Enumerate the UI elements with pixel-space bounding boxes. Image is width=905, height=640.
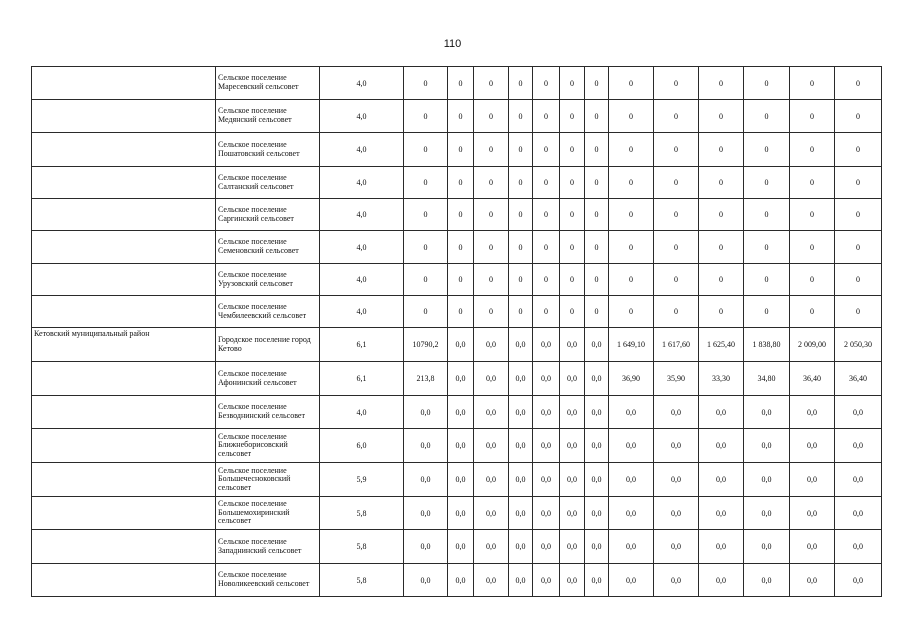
value-cell: 0,0: [585, 463, 609, 497]
value-cell: 0,0: [474, 328, 509, 362]
value-cell: 0,0: [609, 396, 654, 429]
value-cell: 0: [609, 67, 654, 100]
value-cell: 0: [585, 67, 609, 100]
value-cell: 0,0: [474, 396, 509, 429]
value-cell: 0,0: [560, 530, 585, 564]
value-cell: 0,0: [404, 530, 448, 564]
value-cell: 0: [474, 133, 509, 167]
value-cell: 0,0: [609, 530, 654, 564]
value-cell: 0,0: [835, 530, 882, 564]
value-cell: 0: [474, 296, 509, 328]
value-cell: 0,0: [654, 497, 699, 530]
value-cell: 0,0: [533, 429, 560, 463]
value-cell: 0: [790, 264, 835, 296]
value-cell: 4,0: [320, 231, 404, 264]
value-cell: 0: [654, 67, 699, 100]
value-cell: 33,30: [699, 362, 744, 396]
value-cell: 0,0: [744, 497, 790, 530]
value-cell: 0,0: [533, 530, 560, 564]
value-cell: 0: [474, 100, 509, 133]
region-cell: Кетовский муниципальный район: [32, 328, 216, 362]
value-cell: 0,0: [744, 463, 790, 497]
value-cell: 0,0: [533, 328, 560, 362]
value-cell: 0: [533, 264, 560, 296]
value-cell: 0,0: [533, 362, 560, 396]
value-cell: 0,0: [474, 497, 509, 530]
table-row: [32, 463, 882, 497]
region-cell: [32, 396, 216, 429]
value-cell: 0,0: [474, 564, 509, 597]
table-row: [32, 67, 882, 100]
value-cell: 0,0: [835, 429, 882, 463]
table-row: [32, 362, 882, 396]
value-cell: 10790,2: [404, 328, 448, 362]
value-cell: 0,0: [790, 564, 835, 597]
value-cell: 0,0: [699, 497, 744, 530]
value-cell: 0: [560, 296, 585, 328]
settlement-cell: Сельское поселение Большечесноковский сельсовет: [216, 463, 320, 497]
table-row: [32, 167, 882, 199]
settlement-cell: Сельское поселение Чембилеевский сельсовет: [216, 296, 320, 328]
value-cell: 0: [585, 167, 609, 199]
table-row: [32, 530, 882, 564]
value-cell: 0,0: [560, 362, 585, 396]
region-cell: [32, 296, 216, 328]
value-cell: 0,0: [585, 497, 609, 530]
value-cell: 0: [404, 231, 448, 264]
value-cell: 0,0: [448, 497, 474, 530]
value-cell: 0,0: [699, 396, 744, 429]
value-cell: 0,0: [474, 463, 509, 497]
value-cell: 0: [448, 296, 474, 328]
value-cell: 0,0: [448, 396, 474, 429]
value-cell: 0,0: [609, 463, 654, 497]
value-cell: 0,0: [448, 564, 474, 597]
value-cell: 0,0: [560, 328, 585, 362]
region-cell: [32, 564, 216, 597]
value-cell: 0: [448, 133, 474, 167]
value-cell: 0,0: [533, 396, 560, 429]
value-cell: 0,0: [560, 564, 585, 597]
value-cell: 0: [609, 199, 654, 231]
value-cell: 0,0: [560, 463, 585, 497]
value-cell: 5,9: [320, 463, 404, 497]
value-cell: 0: [654, 167, 699, 199]
value-cell: 0,0: [609, 497, 654, 530]
value-cell: 0: [790, 133, 835, 167]
value-cell: 0,0: [448, 429, 474, 463]
value-cell: 4,0: [320, 396, 404, 429]
value-cell: 0: [699, 100, 744, 133]
value-cell: 0: [560, 167, 585, 199]
value-cell: 0: [835, 199, 882, 231]
value-cell: 0: [509, 133, 533, 167]
value-cell: 0: [654, 133, 699, 167]
settlement-cell: Сельское поселение Ближнеборисовский сельсовет: [216, 429, 320, 463]
value-cell: 0: [509, 100, 533, 133]
value-cell: 0: [699, 167, 744, 199]
value-cell: 0,0: [474, 362, 509, 396]
value-cell: 0,0: [835, 396, 882, 429]
value-cell: 0,0: [654, 530, 699, 564]
value-cell: 0,0: [609, 564, 654, 597]
table-row: [32, 231, 882, 264]
value-cell: 4,0: [320, 296, 404, 328]
value-cell: 0: [699, 199, 744, 231]
value-cell: 0: [744, 167, 790, 199]
value-cell: 0,0: [448, 530, 474, 564]
value-cell: 0: [699, 296, 744, 328]
page-number: 110: [443, 38, 462, 50]
value-cell: 0: [744, 199, 790, 231]
value-cell: 0: [699, 133, 744, 167]
value-cell: 0,0: [509, 429, 533, 463]
settlement-cell: Сельское поселение Саргинский сельсовет: [216, 199, 320, 231]
value-cell: 0,0: [404, 463, 448, 497]
value-cell: 0: [585, 199, 609, 231]
value-cell: 0,0: [448, 463, 474, 497]
value-cell: 0: [654, 100, 699, 133]
value-cell: 34,80: [744, 362, 790, 396]
value-cell: 0: [585, 296, 609, 328]
value-cell: 0,0: [509, 497, 533, 530]
value-cell: 0: [609, 296, 654, 328]
value-cell: 213,8: [404, 362, 448, 396]
value-cell: 0,0: [654, 429, 699, 463]
settlement-cell: Сельское поселение Пошатовский сельсовет: [216, 133, 320, 167]
value-cell: 0: [609, 100, 654, 133]
value-cell: 0: [609, 264, 654, 296]
value-cell: 4,0: [320, 167, 404, 199]
value-cell: 0: [654, 296, 699, 328]
value-cell: 4,0: [320, 199, 404, 231]
value-cell: 0: [560, 199, 585, 231]
value-cell: 0,0: [699, 564, 744, 597]
value-cell: 0,0: [560, 396, 585, 429]
value-cell: 0: [533, 296, 560, 328]
value-cell: 0: [699, 264, 744, 296]
region-cell: [32, 133, 216, 167]
value-cell: 0: [835, 231, 882, 264]
settlement-cell: Сельское поселение Большемохиринский сельсовет: [216, 497, 320, 530]
value-cell: 0: [744, 100, 790, 133]
value-cell: 5,8: [320, 564, 404, 597]
region-cell: [32, 497, 216, 530]
settlement-cell: Сельское поселение Западнинский сельсовет: [216, 530, 320, 564]
value-cell: 0,0: [585, 429, 609, 463]
value-cell: 0: [509, 264, 533, 296]
value-cell: 0: [560, 264, 585, 296]
value-cell: 1 625,40: [699, 328, 744, 362]
value-cell: 0: [533, 231, 560, 264]
value-cell: 0: [654, 199, 699, 231]
value-cell: 0: [404, 296, 448, 328]
table-row: [32, 396, 882, 429]
value-cell: 0: [744, 296, 790, 328]
region-cell: [32, 530, 216, 564]
value-cell: 0: [509, 296, 533, 328]
region-cell: [32, 199, 216, 231]
value-cell: 2 050,30: [835, 328, 882, 362]
value-cell: 0: [744, 231, 790, 264]
value-cell: 0: [404, 264, 448, 296]
value-cell: 6,1: [320, 328, 404, 362]
value-cell: 0,0: [699, 463, 744, 497]
value-cell: 0,0: [744, 530, 790, 564]
value-cell: 0,0: [790, 497, 835, 530]
value-cell: 0: [509, 167, 533, 199]
value-cell: 0: [474, 231, 509, 264]
value-cell: 0: [790, 199, 835, 231]
value-cell: 0,0: [509, 328, 533, 362]
value-cell: 0: [699, 231, 744, 264]
value-cell: 0: [790, 231, 835, 264]
value-cell: 0: [744, 264, 790, 296]
value-cell: 2 009,00: [790, 328, 835, 362]
table-row: [32, 328, 882, 362]
value-cell: 0,0: [560, 429, 585, 463]
value-cell: 6,0: [320, 429, 404, 463]
table-row: [32, 199, 882, 231]
value-cell: 0,0: [474, 429, 509, 463]
value-cell: 0: [448, 67, 474, 100]
region-cell: [32, 362, 216, 396]
value-cell: 0,0: [404, 564, 448, 597]
region-cell: [32, 167, 216, 199]
value-cell: 0: [654, 264, 699, 296]
settlement-cell: Сельское поселение Урузовский сельсовет: [216, 264, 320, 296]
value-cell: 0: [509, 231, 533, 264]
settlement-cell: Сельское поселение Маресевский сельсовет: [216, 67, 320, 100]
value-cell: 0,0: [404, 497, 448, 530]
value-cell: 1 617,60: [654, 328, 699, 362]
value-cell: 0,0: [699, 429, 744, 463]
value-cell: 0: [585, 231, 609, 264]
table-row: [32, 100, 882, 133]
value-cell: 0,0: [835, 564, 882, 597]
value-cell: 0: [448, 231, 474, 264]
value-cell: 0: [654, 231, 699, 264]
table-row: [32, 296, 882, 328]
region-cell: [32, 67, 216, 100]
value-cell: 0: [448, 100, 474, 133]
value-cell: 0: [474, 167, 509, 199]
value-cell: 0: [474, 67, 509, 100]
value-cell: 0: [835, 100, 882, 133]
value-cell: 0,0: [585, 362, 609, 396]
data-table: [31, 66, 882, 597]
value-cell: 0,0: [790, 530, 835, 564]
value-cell: 0,0: [654, 463, 699, 497]
value-cell: 0,0: [448, 362, 474, 396]
value-cell: 0: [744, 133, 790, 167]
value-cell: 0: [560, 231, 585, 264]
value-cell: 0: [474, 199, 509, 231]
value-cell: 0,0: [533, 564, 560, 597]
value-cell: 0,0: [585, 564, 609, 597]
value-cell: 0: [560, 133, 585, 167]
value-cell: 0: [835, 167, 882, 199]
value-cell: 1 649,10: [609, 328, 654, 362]
settlement-cell: Сельское поселение Новоликеевский сельсовет: [216, 564, 320, 597]
region-cell: [32, 100, 216, 133]
value-cell: 0,0: [474, 530, 509, 564]
settlement-cell: Городское поселение город Кетово: [216, 328, 320, 362]
value-cell: 0: [404, 100, 448, 133]
value-cell: 0,0: [835, 497, 882, 530]
value-cell: 0,0: [404, 396, 448, 429]
value-cell: 0,0: [744, 564, 790, 597]
value-cell: 0,0: [560, 497, 585, 530]
value-cell: 0: [835, 133, 882, 167]
value-cell: 0,0: [509, 362, 533, 396]
value-cell: 0,0: [699, 530, 744, 564]
value-cell: 0,0: [744, 429, 790, 463]
value-cell: 6,1: [320, 362, 404, 396]
value-cell: 0,0: [509, 463, 533, 497]
value-cell: 0,0: [533, 497, 560, 530]
value-cell: 0: [609, 231, 654, 264]
value-cell: 4,0: [320, 264, 404, 296]
value-cell: 0: [699, 67, 744, 100]
value-cell: 0: [404, 199, 448, 231]
table-row: [32, 564, 882, 597]
settlement-cell: Сельское поселение Безводнинский сельсовет: [216, 396, 320, 429]
value-cell: 0: [790, 296, 835, 328]
value-cell: 0,0: [654, 564, 699, 597]
region-cell: [32, 463, 216, 497]
value-cell: 0,0: [790, 429, 835, 463]
value-cell: 0: [835, 67, 882, 100]
value-cell: 0,0: [790, 396, 835, 429]
value-cell: 0: [509, 199, 533, 231]
value-cell: 0: [585, 264, 609, 296]
value-cell: 0: [790, 67, 835, 100]
value-cell: 0: [560, 100, 585, 133]
value-cell: 0: [560, 67, 585, 100]
value-cell: 0,0: [654, 396, 699, 429]
value-cell: 0: [790, 100, 835, 133]
settlement-cell: Сельское поселение Афонинский сельсовет: [216, 362, 320, 396]
value-cell: 36,40: [835, 362, 882, 396]
value-cell: 0: [404, 167, 448, 199]
value-cell: 36,40: [790, 362, 835, 396]
value-cell: 0: [448, 167, 474, 199]
value-cell: 0: [835, 264, 882, 296]
value-cell: 4,0: [320, 133, 404, 167]
value-cell: 5,8: [320, 497, 404, 530]
value-cell: 0: [835, 296, 882, 328]
value-cell: 0,0: [533, 463, 560, 497]
value-cell: 0,0: [509, 396, 533, 429]
table-row: [32, 133, 882, 167]
value-cell: 0: [533, 100, 560, 133]
value-cell: 0: [609, 133, 654, 167]
value-cell: 0,0: [585, 328, 609, 362]
value-cell: 0: [448, 199, 474, 231]
region-cell: [32, 231, 216, 264]
value-cell: 0,0: [404, 429, 448, 463]
region-cell: [32, 264, 216, 296]
value-cell: 0: [744, 67, 790, 100]
value-cell: 35,90: [654, 362, 699, 396]
value-cell: 0,0: [509, 564, 533, 597]
value-cell: 0: [404, 133, 448, 167]
settlement-cell: Сельское поселение Медянский сельсовет: [216, 100, 320, 133]
value-cell: 0,0: [835, 463, 882, 497]
region-cell: [32, 429, 216, 463]
value-cell: 0: [448, 264, 474, 296]
table-row: [32, 497, 882, 530]
value-cell: 4,0: [320, 67, 404, 100]
value-cell: 0: [585, 133, 609, 167]
value-cell: 0: [533, 167, 560, 199]
value-cell: 0,0: [585, 530, 609, 564]
settlement-cell: Сельское поселение Семеновский сельсовет: [216, 231, 320, 264]
settlement-cell: Сельское поселение Салтанский сельсовет: [216, 167, 320, 199]
value-cell: 0: [609, 167, 654, 199]
value-cell: 0,0: [609, 429, 654, 463]
value-cell: 0: [790, 167, 835, 199]
value-cell: 0,0: [744, 396, 790, 429]
value-cell: 0,0: [585, 396, 609, 429]
value-cell: 5,8: [320, 530, 404, 564]
value-cell: 0,0: [448, 328, 474, 362]
value-cell: 0: [533, 133, 560, 167]
value-cell: 0: [509, 67, 533, 100]
value-cell: 0: [533, 67, 560, 100]
value-cell: 1 838,80: [744, 328, 790, 362]
value-cell: 0: [533, 199, 560, 231]
value-cell: 4,0: [320, 100, 404, 133]
table-row: [32, 264, 882, 296]
table-row: [32, 429, 882, 463]
value-cell: 36,90: [609, 362, 654, 396]
value-cell: 0,0: [790, 463, 835, 497]
value-cell: 0: [474, 264, 509, 296]
value-cell: 0: [404, 67, 448, 100]
value-cell: 0,0: [509, 530, 533, 564]
value-cell: 0: [585, 100, 609, 133]
